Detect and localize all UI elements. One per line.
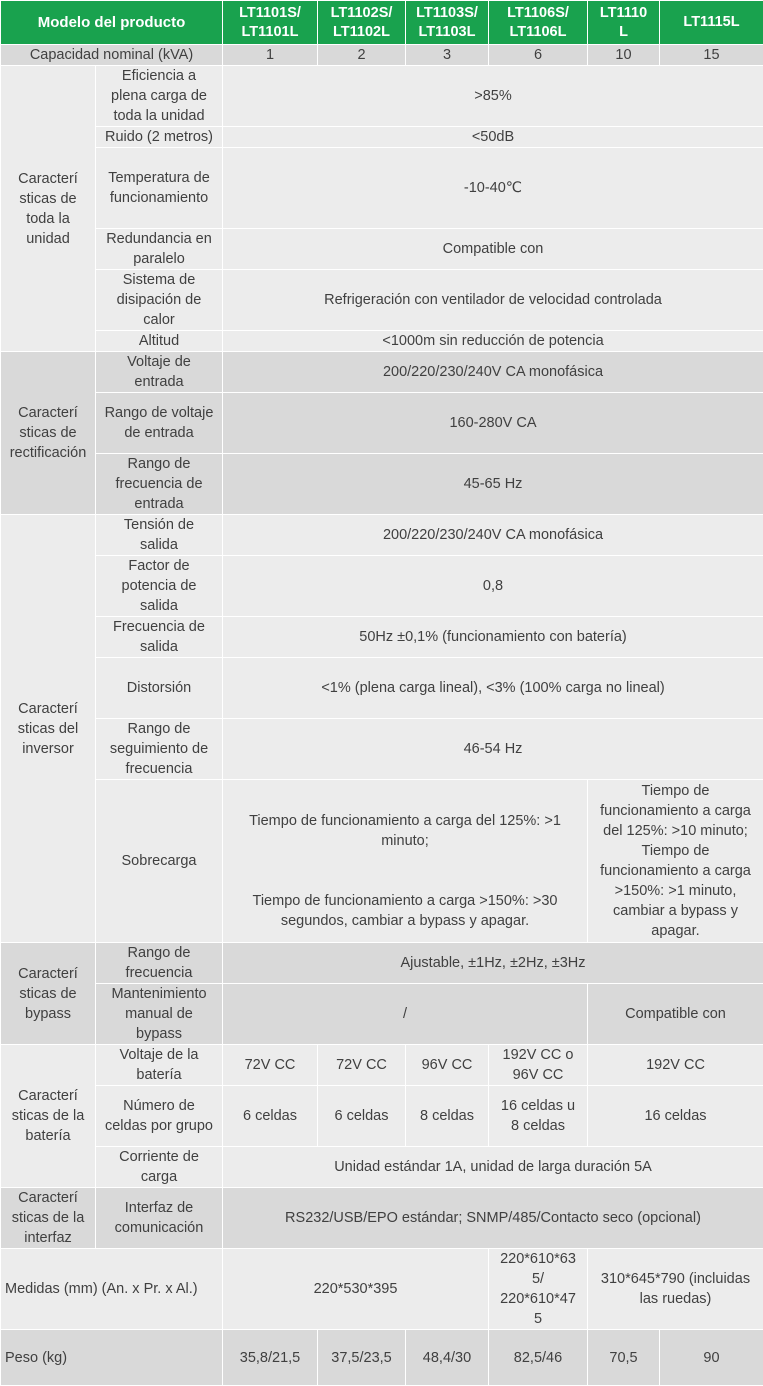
model-header: LT1106S/ LT1106L bbox=[489, 1, 588, 45]
table-row bbox=[1, 1045, 763, 1086]
row-label: Rango de frecuencia bbox=[96, 943, 223, 984]
model-header: LT1115L bbox=[660, 1, 763, 45]
row-label: Factor de potencia de salida bbox=[96, 556, 223, 617]
table-row bbox=[1, 148, 763, 229]
dimensions-value: 220*610*63 5/ 220*610*47 5 bbox=[489, 1249, 588, 1330]
row-label: Interfaz de comunicación bbox=[96, 1188, 223, 1249]
model-header: LT1103S/ LT1103L bbox=[406, 1, 489, 45]
battery-cells: 6 celdas bbox=[223, 1086, 318, 1147]
group-battery: Caracterí sticas de la batería bbox=[1, 1045, 96, 1188]
table-row bbox=[1, 1330, 763, 1386]
weight-value: 82,5/46 bbox=[489, 1330, 588, 1386]
row-label: Rango de frecuencia de entrada bbox=[96, 454, 223, 515]
table-row bbox=[1, 393, 763, 454]
row-label: Ruido (2 metros) bbox=[96, 127, 223, 148]
dimensions-label: Medidas (mm) (An. x Pr. x Al.) bbox=[1, 1249, 223, 1330]
table-row bbox=[1, 127, 763, 148]
row-label: Frecuencia de salida bbox=[96, 617, 223, 658]
row-value: Ajustable, ±1Hz, ±2Hz, ±3Hz bbox=[223, 943, 763, 984]
dimensions-value: 220*530*395 bbox=[223, 1249, 489, 1330]
battery-cells: 8 celdas bbox=[406, 1086, 489, 1147]
weight-value: 70,5 bbox=[588, 1330, 660, 1386]
row-value: <1% (plena carga lineal), <3% (100% carga no lineal) bbox=[223, 658, 763, 719]
overload-value-large: Tiempo de funcionamiento a carga del 125%: >10 minuto; Tiempo de funcionamiento a carga >150%: >1 minuto, cambiar a bypass y apagar. bbox=[588, 780, 763, 943]
row-value: Refrigeración con ventilador de velocidad controlada bbox=[223, 270, 763, 331]
table-row bbox=[1, 1188, 763, 1249]
row-value: 50Hz ±0,1% (funcionamiento con batería) bbox=[223, 617, 763, 658]
model-header-label: Modelo del producto bbox=[1, 1, 223, 45]
row-value: 200/220/230/240V CA monofásica bbox=[223, 515, 763, 556]
dimensions-value: 310*645*790 (incluidas las ruedas) bbox=[588, 1249, 763, 1330]
overload-150: Tiempo de funcionamiento a carga >150%: >30 segundos, cambiar a bypass y apagar. bbox=[252, 893, 558, 929]
row-label: Rango de seguimiento de frecuencia bbox=[96, 719, 223, 780]
table-row bbox=[1, 943, 763, 984]
weight-value: 48,4/30 bbox=[406, 1330, 489, 1386]
row-label: Altitud bbox=[96, 331, 223, 352]
row-value: / bbox=[223, 984, 588, 1045]
row-value: >85% bbox=[223, 66, 763, 127]
battery-cells: 6 celdas bbox=[318, 1086, 406, 1147]
model-header: LT1101S/ LT1101L bbox=[223, 1, 318, 45]
table-row bbox=[1, 270, 763, 331]
table-row bbox=[1, 780, 763, 943]
row-label: Voltaje de entrada bbox=[96, 352, 223, 393]
table-row bbox=[1, 1249, 763, 1330]
table-row bbox=[1, 331, 763, 352]
capacity-value: 15 bbox=[660, 45, 763, 66]
table-row bbox=[1, 658, 763, 719]
table-row bbox=[1, 1086, 763, 1147]
capacity-value: 2 bbox=[318, 45, 406, 66]
row-label: Corriente de carga bbox=[96, 1147, 223, 1188]
group-inverter: Caracterí sticas del inversor bbox=[1, 515, 96, 943]
table-row bbox=[1, 66, 763, 127]
group-rectifier: Caracterí sticas de rectificación bbox=[1, 352, 96, 515]
model-header: LT1110 L bbox=[588, 1, 660, 45]
row-label: Redundancia en paralelo bbox=[96, 229, 223, 270]
table-row bbox=[1, 454, 763, 515]
row-value: Unidad estándar 1A, unidad de larga duración 5A bbox=[223, 1147, 763, 1188]
battery-cells: 16 celdas bbox=[588, 1086, 763, 1147]
battery-cells: 16 celdas u 8 celdas bbox=[489, 1086, 588, 1147]
table-row bbox=[1, 556, 763, 617]
row-label: Sobrecarga bbox=[96, 780, 223, 943]
battery-voltage: 72V CC bbox=[223, 1045, 318, 1086]
row-value: Compatible con bbox=[588, 984, 763, 1045]
row-label: Voltaje de la batería bbox=[96, 1045, 223, 1086]
battery-voltage: 96V CC bbox=[406, 1045, 489, 1086]
table-row bbox=[1, 515, 763, 556]
battery-voltage: 192V CC o 96V CC bbox=[489, 1045, 588, 1086]
row-value: 46-54 Hz bbox=[223, 719, 763, 780]
row-value: <50dB bbox=[223, 127, 763, 148]
row-value: <1000m sin reducción de potencia bbox=[223, 331, 763, 352]
overload-125: Tiempo de funcionamiento a carga del 125%: >1 minuto; bbox=[249, 813, 561, 849]
row-label: Rango de voltaje de entrada bbox=[96, 393, 223, 454]
row-value: Compatible con bbox=[223, 229, 763, 270]
table-row bbox=[1, 617, 763, 658]
row-label: Tensión de salida bbox=[96, 515, 223, 556]
group-unit: Caracterí sticas de toda la unidad bbox=[1, 66, 96, 352]
row-value: 200/220/230/240V CA monofásica bbox=[223, 352, 763, 393]
capacity-value: 3 bbox=[406, 45, 489, 66]
row-label: Sistema de disipación de calor bbox=[96, 270, 223, 331]
battery-voltage: 192V CC bbox=[588, 1045, 763, 1086]
table-row bbox=[1, 1147, 763, 1188]
row-label: Eficiencia a plena carga de toda la unidad bbox=[96, 66, 223, 127]
group-interface: Caracterí sticas de la interfaz bbox=[1, 1188, 96, 1249]
row-value: RS232/USB/EPO estándar; SNMP/485/Contacto seco (opcional) bbox=[223, 1188, 763, 1249]
table-row bbox=[1, 45, 763, 66]
weight-value: 90 bbox=[660, 1330, 763, 1386]
overload-value-standard bbox=[223, 780, 588, 943]
row-label: Número de celdas por grupo bbox=[96, 1086, 223, 1147]
group-bypass: Caracterí sticas de bypass bbox=[1, 943, 96, 1045]
capacity-label: Capacidad nominal (kVA) bbox=[1, 45, 223, 66]
capacity-value: 10 bbox=[588, 45, 660, 66]
weight-label: Peso (kg) bbox=[1, 1330, 223, 1386]
table-row bbox=[1, 984, 763, 1045]
capacity-value: 6 bbox=[489, 45, 588, 66]
row-value: 0,8 bbox=[223, 556, 763, 617]
table-row bbox=[1, 352, 763, 393]
table-row bbox=[1, 229, 763, 270]
weight-value: 35,8/21,5 bbox=[223, 1330, 318, 1386]
capacity-value: 1 bbox=[223, 45, 318, 66]
row-value: 45-65 Hz bbox=[223, 454, 763, 515]
row-label: Mantenimiento manual de bypass bbox=[96, 984, 223, 1045]
row-label: Distorsión bbox=[96, 658, 223, 719]
battery-voltage: 72V CC bbox=[318, 1045, 406, 1086]
model-header: LT1102S/ LT1102L bbox=[318, 1, 406, 45]
row-label: Temperatura de funcionamiento bbox=[96, 148, 223, 229]
row-value: 160-280V CA bbox=[223, 393, 763, 454]
row-value: -10-40℃ bbox=[223, 148, 763, 229]
weight-value: 37,5/23,5 bbox=[318, 1330, 406, 1386]
table-row bbox=[1, 719, 763, 780]
